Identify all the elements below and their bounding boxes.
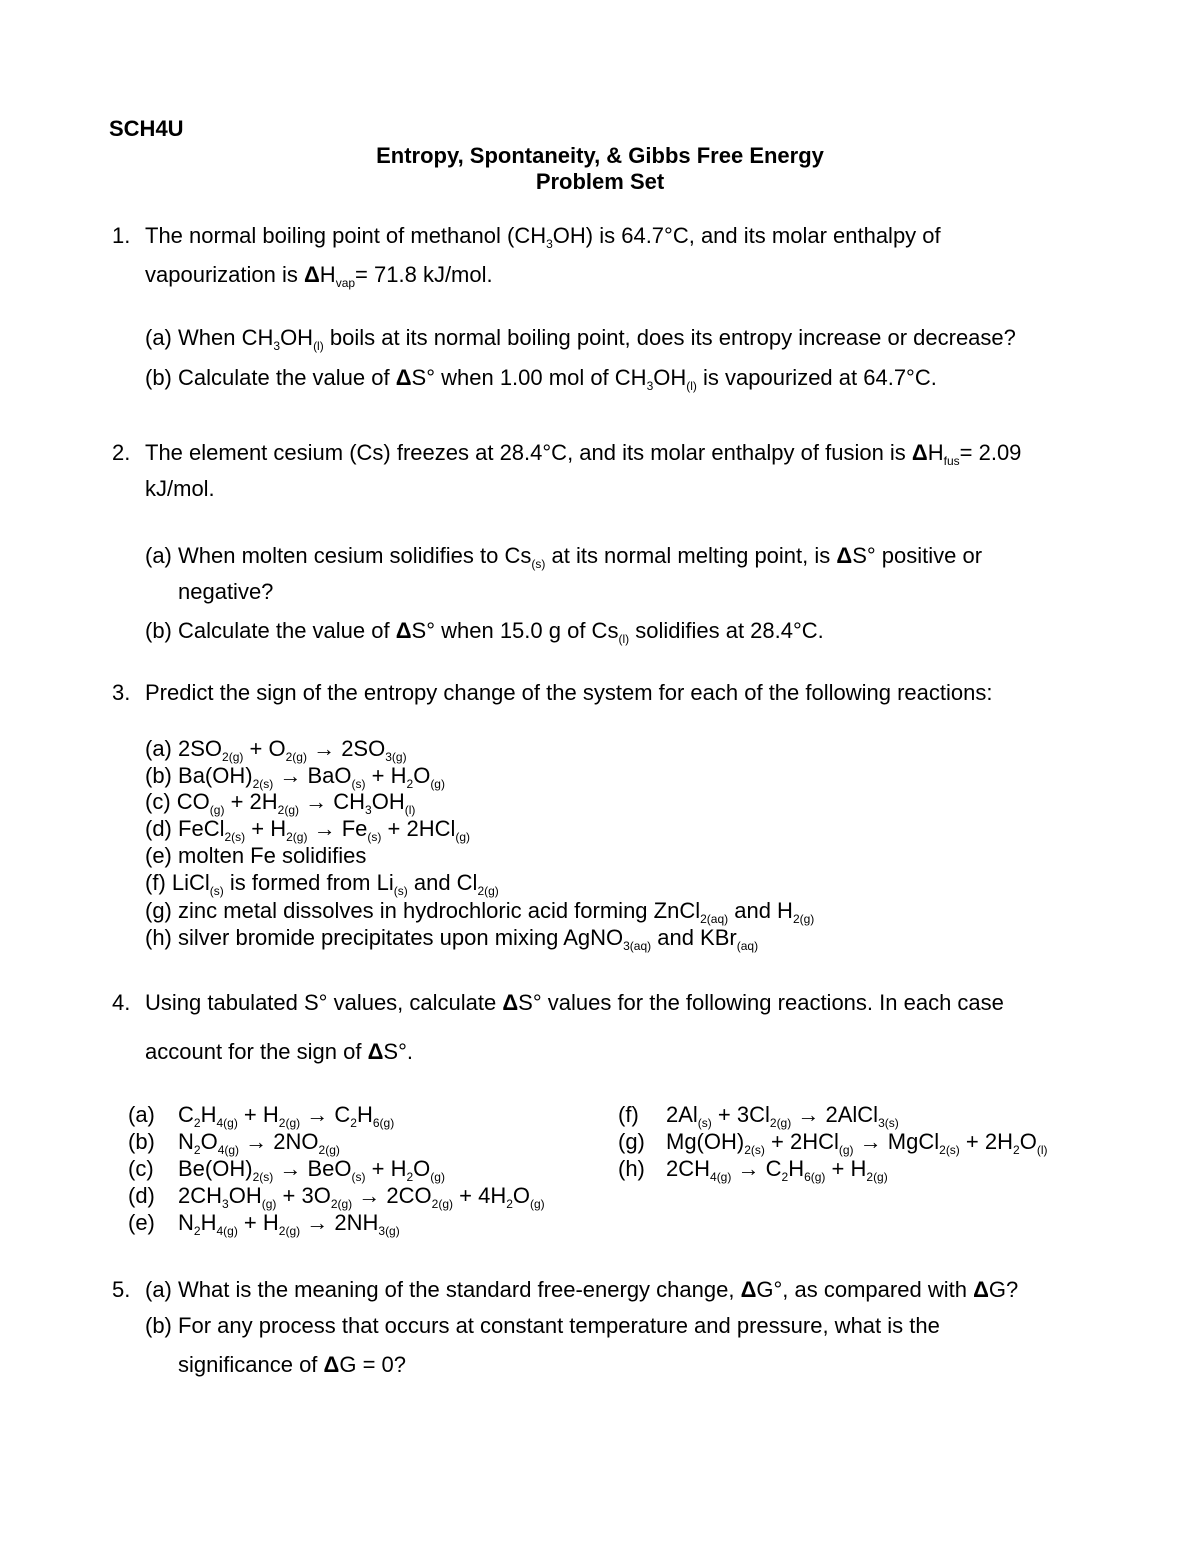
q3d: (d) FeCl$_{2(s)}$ + $H_{2(g)} \to Fe_{(s)} + 2HCl_{(g)}$ [145, 816, 471, 844]
q1b: (b) Calculate the value of ΔS° when 1.00 mol of $CH_3OH_{(l)}$ is vapourized at 64.7°C. [145, 365, 937, 393]
q3h: (h) silver bromide precipitates upon mixing AgNO$_{3(aq)}$ and KBr$_{(aq)}$ [145, 925, 759, 953]
q5-number: 5. [112, 1277, 131, 1302]
q4d-label: (d) [128, 1183, 155, 1208]
q2a-line1: (a) When molten cesium solidifies to $Cs_{(s)}$ at its normal melting point, is ΔS° positive or [145, 543, 983, 571]
q4g-label: (g) [618, 1129, 645, 1154]
q4g: $Mg(OH)_{2(s)} + 2HCl_{(g)}$ → MgCl$_{2(s)}$ + $2H_2O_{(l)}$ [666, 1129, 1048, 1157]
q2-text-line1: The element cesium (Cs) freezes at 28.4°C, and its molar enthalpy of fusion is $\Delta H_{fus}= 2.09$ [145, 440, 1022, 468]
q3a: (a) $2SO_{2(g)} + O_{2(g)} \to 2SO_{3(g)}$ [145, 736, 407, 764]
q4h-label: (h) [618, 1156, 645, 1181]
q4a-label: (a) [128, 1102, 155, 1127]
q4e: $N_2H_{4(g)} + H_{2(g)} \to 2NH_{3(g)}$ [178, 1210, 400, 1238]
q1-text-line1: The normal boiling point of methanol $(CH_3OH)$ is 64.7°C, and its molar enthalpy of [145, 223, 941, 251]
q2a-line2: negative? [178, 579, 274, 604]
q3f: (f) LiCl$_{(s)}$ is formed from $Li_{(s)}$ and $Cl_{2(g)}$ [145, 870, 499, 898]
q4-text-line1: Using tabulated S° values, calculate ΔS° values for the following reactions. In each case [145, 990, 1004, 1015]
q1a: (a) When $CH_3OH_{(l)}$ boils at its normal boiling point, does its entropy increase or decrease? [145, 325, 1016, 353]
q1-number: 1. [112, 223, 131, 248]
q3-number: 3. [112, 680, 131, 705]
q1-text-line2: vapourization is $\Delta H_{vap}= 71.8$ kJ/mol. [145, 262, 493, 290]
q5b-line1: (b) For any process that occurs at constant temperature and pressure, what is the [145, 1313, 940, 1338]
q4-number: 4. [112, 990, 131, 1015]
q3e: (e) molten Fe solidifies [145, 843, 367, 868]
q2-text-line2: kJ/mol. [145, 476, 215, 501]
q4b-label: (b) [128, 1129, 155, 1154]
q4a: $C_2H_{4(g)} + H_{2(g)} \to C_2H_{6(g)}$ [178, 1102, 395, 1130]
page-subtitle: Problem Set [535, 169, 665, 194]
q4e-label: (e) [128, 1210, 155, 1235]
q4h: $2CH_{4(g)} \to C_2H_{6(g)} + H_{2(g)}$ [666, 1156, 888, 1184]
q3g: (g) zinc metal dissolves in hydrochloric acid forming ZnCl$_{2(aq)}$ and $H_{2(g)}$ [145, 898, 815, 926]
q4-text-line2: account for the sign of ΔS°. [145, 1039, 413, 1064]
q5b-line2: significance of ΔG = 0? [178, 1352, 406, 1377]
q2b: (b) Calculate the value of ΔS° when 15.0 g of $Cs_{(l)}$ solidifies at 28.4°C. [145, 618, 824, 646]
q4f-label: (f) [618, 1102, 639, 1127]
course-code: SCH4U [109, 116, 184, 141]
q5a: (a) What is the meaning of the standard free-energy change, ΔG°, as compared with ΔG? [145, 1277, 1019, 1302]
q3-text: Predict the sign of the entropy change of the system for each of the following reactions: [145, 680, 993, 705]
q4b: $N_2O_{4(g)} \to 2NO_{2(g)}$ [178, 1129, 340, 1157]
q4c: $Be(OH)_{2(s)} \to BeO_{(s)} + H_2O_{(g)}$ [178, 1156, 445, 1184]
q4d: $2CH_3OH_{(g)} + 3O_{2(g)} \to 2CO_{2(g)} + 4H_2O_{(g)}$ [178, 1183, 545, 1211]
q3c: (c) $CO_{(g)} + 2H_{2(g)} \to CH_3OH_{(l)}$ [145, 789, 416, 817]
q4f: $2Al_{(s)} + 3Cl_{2(g)}$ → 2AlCl$_{3(s)}$ [666, 1102, 899, 1130]
page-title: Entropy, Spontaneity, & Gibbs Free Energy [376, 143, 824, 168]
q4c-label: (c) [128, 1156, 154, 1181]
q2-number: 2. [112, 440, 131, 465]
q3b: (b) $Ba(OH)_{2(s)} \to BaO_{(s)} + H_2O_{(g)}$ [145, 763, 445, 791]
